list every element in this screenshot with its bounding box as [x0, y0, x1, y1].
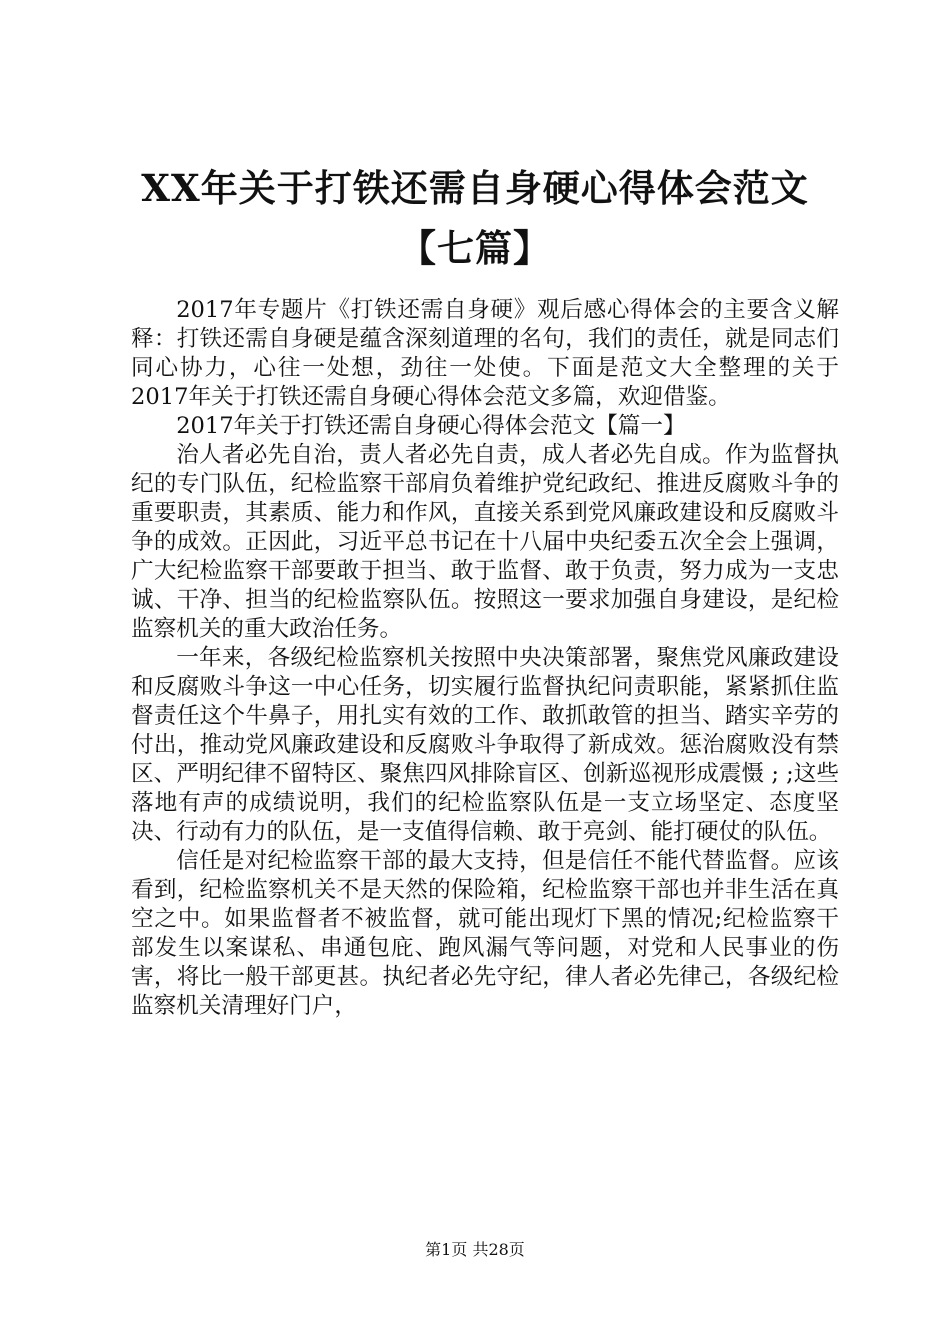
body-paragraph: 治人者必先自治，责人者必先自责，成人者必先自成。作为监督执纪的专门队伍，纪检监察干部肩负着维护党纪政纪、推进反腐败斗争的重要职责，其素质、能力和作风，直接关系到党风廉政建设和反腐败斗争的成效。正因此，习近平总书记在十八届中央纪委五次全会上强调，广大纪检监察干部要敢于担当、敢于监督、敢于负责，努力成为一支忠诚、干净、担当的纪检监察队伍。按照这一要求加强自身建设，是纪检监察机关的重大政治任务。 [131, 442, 839, 642]
body-paragraph: 一年来，各级纪检监察机关按照中央决策部署，聚焦党风廉政建设和反腐败斗争这一中心任务，切实履行监督执纪问责职能，紧紧抓住监督责任这个牛鼻子，用扎实有效的工作、敢抓敢管的担当、踏实辛劳的付出，推动党风廉政建设和反腐败斗争取得了新成效。惩治腐败没有禁区、严明纪律不留特区、聚焦四风排除盲区、创新巡视形成震慑 ; ;这些落地有声的成绩说明，我们的纪检监察队伍是一支立场坚定、态度坚决、行动有力的队伍，是一支值得信赖、敢于亮剑、能打硬仗的队伍。 [131, 645, 839, 845]
document-title: XX年关于打铁还需自身硬心得体会范文【七篇】 [141, 166, 809, 270]
section-heading: 2017年关于打铁还需自身硬心得体会范文【篇一】 [176, 413, 686, 439]
document-body [131, 296, 839, 1021]
page-number-footer: 第1页 共28页 [425, 1240, 525, 1259]
body-paragraph: 信任是对纪检监察干部的最大支持，但是信任不能代替监督。应该看到，纪检监察机关不是天然的保险箱，纪检监察干部也并非生活在真空之中。如果监督者不被监督，就可能出现灯下黑的情况;纪检监察干部发生以案谋私、串通包庇、跑风漏气等问题，对党和人民事业的伤害，将比一般干部更甚。执纪者必先守纪，律人者必先律己，各级纪检监察机关清理好门户， [131, 848, 839, 1019]
intro-paragraph: 2017年专题片《打铁还需自身硬》观后感心得体会的主要含义解释：打铁还需自身硬是蕴含深刻道理的名句，我们的责任，就是同志们同心协力，心往一处想，劲往一处使。下面是范文大全整理的关于2017年关于打铁还需自身硬心得体会范文多篇，欢迎借鉴。 [131, 297, 839, 410]
